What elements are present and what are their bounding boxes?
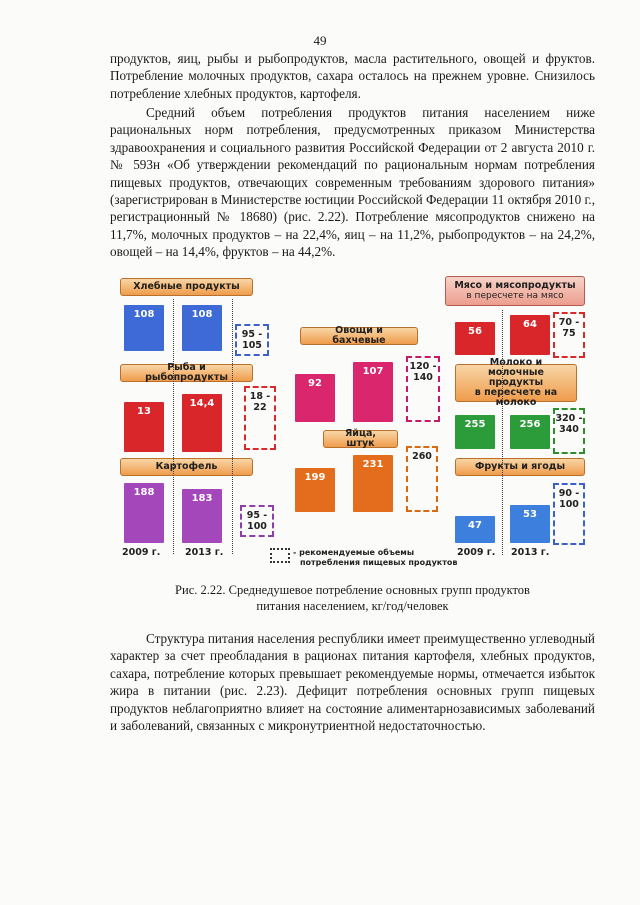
meat-bar-2013: 64 xyxy=(510,315,550,355)
eggs-bar-2013: 231 xyxy=(353,455,393,512)
potato-norm-box: 95 - 100 xyxy=(240,505,274,537)
milk-title-line-1: Молоко и молочные xyxy=(488,357,544,378)
legend-line-2: потребления пищевых продуктов xyxy=(300,558,458,567)
bread-title: Хлебные продукты xyxy=(120,278,253,296)
potato-bar-2009: 188 xyxy=(124,483,164,543)
year-label-2013-right: 2013 г. xyxy=(511,547,550,558)
left-separator xyxy=(173,299,174,554)
year-label-2009-right: 2009 г. xyxy=(457,547,496,558)
fruit-norm-box: 90 - 100 xyxy=(553,483,585,545)
fish-bar-2009: 13 xyxy=(124,402,164,452)
paragraph-1: продуктов, яиц, рыбы и рыбопродуктов, масла растительного, овощей и фруктов. Потребление молочных продуктов, сахара осталось на прежнем уровне. Снизилось потребление хлебных продуктов, картофеля. xyxy=(110,51,595,101)
paragraph-3: Структура питания населения республики имеет преимущественно углеводный характер за счет преобладания в рационах питания картофеля, хлебных продуктов, сахара, потребление которых превышает рекомендуемые нормы, отмечается избыток жира в питании (рис. 2.23). Дефицит потребления основных групп пищевых продуктов неблагоприятно влияет на состояние алиментарнозависимых заболеваний и заболеваний, связанных с микронутриентной недостаточностью. xyxy=(110,631,595,734)
bread-bar-2013: 108 xyxy=(182,305,222,351)
bread-bar-2009: 108 xyxy=(124,305,164,351)
eggs-title: Яйца, штук xyxy=(323,430,398,448)
potato-title: Картофель xyxy=(120,458,253,476)
meat-bar-2009: 56 xyxy=(455,322,495,355)
right-separator xyxy=(502,310,503,555)
vegetables-bar-2013: 107 xyxy=(353,362,393,422)
fruit-bar-2013: 53 xyxy=(510,505,550,543)
eggs-bar-2009: 199 xyxy=(295,468,335,512)
legend-line-1: - рекомендуемые объемы xyxy=(293,548,415,557)
figure-caption-line-1: Рис. 2.22. Среднедушевое потребление основных групп продуктов xyxy=(175,583,530,597)
figure-caption-line-2: питания населением, кг/год/человек xyxy=(256,599,449,613)
vegetables-bar-2009: 92 xyxy=(295,374,335,422)
left-outer-separator xyxy=(232,299,233,554)
bread-norm-box: 95 - 105 xyxy=(235,324,269,356)
meat-norm-box: 70 - 75 xyxy=(553,312,585,358)
potato-bar-2013: 183 xyxy=(182,489,222,543)
meat-title xyxy=(445,276,585,306)
page-number: 49 xyxy=(313,33,327,48)
milk-title-line-3: в пересчете на молоко xyxy=(474,387,558,408)
vegetables-norm-box: 120 - 140 xyxy=(406,356,440,422)
consumption-infographic xyxy=(110,272,595,572)
year-label-2013-left: 2013 г. xyxy=(185,547,224,558)
meat-title-line-1: Мясо и мясопродукты xyxy=(454,280,576,291)
vegetables-title: Овощи и бахчевые xyxy=(300,327,418,345)
fruit-title: Фрукты и ягоды xyxy=(455,458,585,476)
meat-title-line-2: в пересчете на мясо xyxy=(466,291,564,301)
milk-title xyxy=(455,357,577,408)
eggs-norm-box: 260 xyxy=(406,446,438,512)
paragraph-2: Средний объем потребления продуктов питания населением ниже рациональных норм потребления, предусмотренных приказом Министерства здравоохранения и социального развития Российской Федерации от 2 августа 2010 г. № 593н «Об утверждении рекомендаций по рациональным нормам потребления пищевых продуктов, отвечающих современным требованиям здорового питания» (зарегистрирован в Министерстве юстиции Российской Федерации 11 октября 2010 г., регистрационный № 18680) (рис. 2.22). Потребление мясопродуктов снижено на 11,7%, молочных продуктов – на 22,4%, яиц – на 11,2%, рыбопродуктов – на 24,2%, овощей – на 14,4%, фруктов – на 44,2%. xyxy=(110,105,595,260)
year-label-2009-left: 2009 г. xyxy=(122,547,161,558)
milk-bar-2009: 255 xyxy=(455,415,495,449)
legend-dotted-box xyxy=(270,548,290,563)
fish-norm-box: 18 - 22 xyxy=(244,386,276,450)
milk-bar-2013: 256 xyxy=(510,415,550,449)
milk-title-line-2: продукты xyxy=(488,377,544,388)
fruit-bar-2009: 47 xyxy=(455,516,495,543)
fish-bar-2013: 14,4 xyxy=(182,394,222,452)
fish-title: Рыба и рыбопродукты xyxy=(120,364,253,382)
milk-norm-box: 320 - 340 xyxy=(553,408,585,454)
figure-caption xyxy=(110,582,595,614)
